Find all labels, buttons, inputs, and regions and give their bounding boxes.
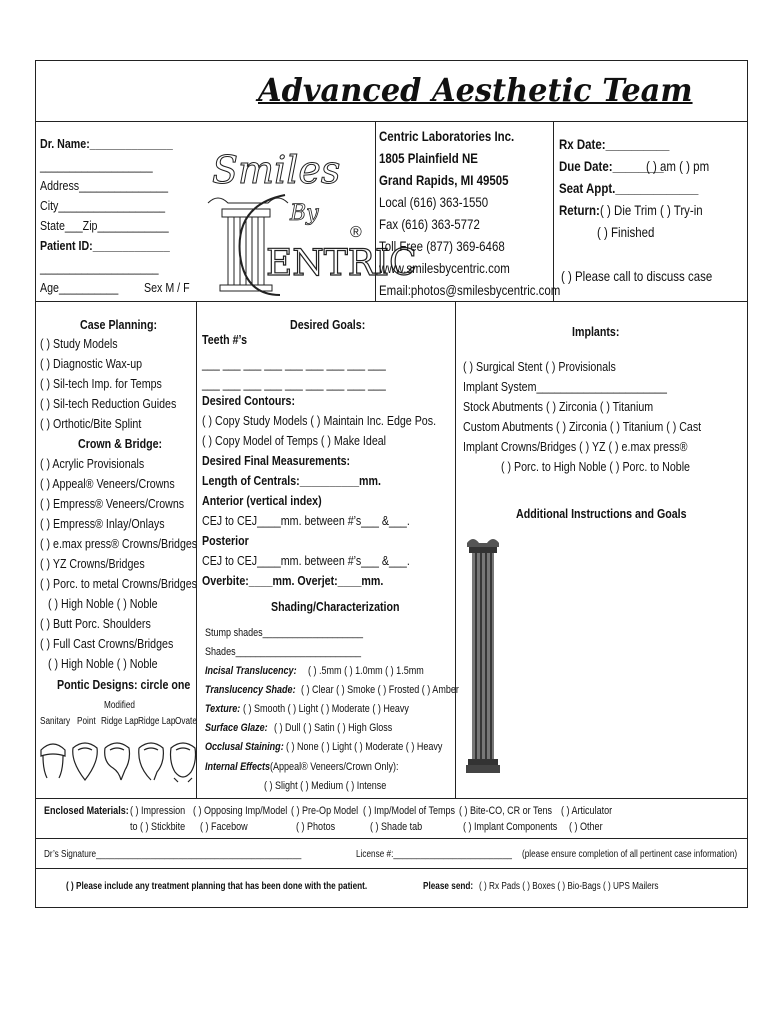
crown-item[interactable]: ( ) Porc. to metal Crowns/Bridges (40, 576, 197, 591)
incisal-translucency-label: Incisal Translucency: (205, 665, 297, 677)
modified-label: Modified (104, 700, 136, 711)
surface-glaze-label: Surface Glaze: (205, 722, 268, 734)
divider (35, 121, 748, 122)
crown-item[interactable]: ( ) High Noble ( ) Noble (48, 596, 158, 611)
lab-name: Centric Laboratories Inc. (379, 128, 515, 144)
age-field[interactable]: Age__________ (40, 280, 119, 295)
crown-item[interactable]: ( ) Empress® Veneers/Crowns (40, 496, 185, 511)
implant-crowns-options[interactable]: Implant Crowns/Bridges ( ) YZ ( ) e.max press® (463, 439, 688, 454)
enclosed-option[interactable]: ( ) Impression (130, 805, 186, 817)
teeth-number-line[interactable]: ___ ___ ___ ___ ___ ___ ___ ___ ___ (202, 356, 386, 371)
lab-local-phone: Local (616) 363-1550 (379, 194, 489, 210)
shading-heading: Shading/Characterization (271, 599, 400, 614)
stock-abutments-options[interactable]: Stock Abutments ( ) Zirconia ( ) Titanium (463, 399, 654, 414)
lab-email-link[interactable]: Email:photos@smilesbycentric.com (379, 282, 561, 298)
overbite-overjet-field[interactable]: Overbite:____mm. Overjet:____mm. (202, 573, 384, 588)
dr-name-field[interactable]: Dr. Name:______________ (40, 136, 173, 151)
sex-field[interactable]: Sex M / F (144, 280, 190, 295)
divider (455, 301, 456, 798)
crown-item[interactable]: ( ) Acrylic Provisionals (40, 456, 145, 471)
porcelain-options[interactable]: ( ) Porc. to High Noble ( ) Porc. to Noble (501, 459, 690, 474)
crown-item[interactable]: ( ) Butt Porc. Shoulders (40, 616, 151, 631)
logo-centric-text: ENTRIC (266, 243, 417, 284)
lab-website-link[interactable]: www.smilesbycentric.com (379, 260, 510, 276)
return-label: Return: (559, 202, 600, 218)
pontic-label-ridge-lap: Ridge Lap (138, 716, 176, 727)
divider (35, 301, 748, 302)
treatment-planning-checkbox[interactable]: ( ) Please include any treatment planning that has been done with the patient. (66, 881, 368, 892)
please-send-options[interactable]: ( ) Rx Pads ( ) Boxes ( ) Bio-Bags ( ) UPS Mailers (479, 881, 659, 892)
anterior-label: Anterior (vertical index) (202, 493, 322, 508)
greek-column-icon (465, 535, 501, 775)
implants-heading: Implants: (572, 324, 620, 339)
lab-street: 1805 Plainfield NE (379, 150, 478, 166)
implant-system-field[interactable]: Implant System______________________ (463, 379, 667, 394)
finished-checkbox[interactable]: ( ) Finished (597, 224, 655, 240)
page-title: Advanced Aesthetic Team (258, 71, 693, 109)
pontic-modified-ridge-lap-icon[interactable] (102, 738, 132, 784)
case-planning-item[interactable]: ( ) Study Models (40, 336, 118, 351)
occlusal-staining-options[interactable]: ( ) None ( ) Light ( ) Moderate ( ) Heavy (286, 741, 443, 753)
crown-item[interactable]: ( ) Full Cast Crowns/Bridges (40, 636, 174, 651)
logo-by-text: By (290, 201, 319, 226)
teeth-label: Teeth #’s (202, 332, 248, 347)
signature-field[interactable]: Dr’s Signature_____________________________________________ (44, 849, 302, 860)
contours-heading: Desired Contours: (202, 393, 295, 408)
lab-tollfree: Toll Free (877) 369-6468 (379, 238, 505, 254)
pontic-label-point: Point (77, 716, 96, 727)
contour-options[interactable]: ( ) Copy Study Models ( ) Maintain Inc. Edge Pos. (202, 413, 437, 428)
due-ampm-checkboxes[interactable]: ( ) am ( ) pm (646, 158, 710, 174)
divider (35, 868, 748, 869)
pontic-ovate-icon[interactable] (168, 738, 198, 784)
divider (35, 838, 748, 839)
custom-abutments-options[interactable]: Custom Abutments ( ) Zirconia ( ) Titanium ( ) Cast (463, 419, 702, 434)
case-planning-item[interactable]: ( ) Sil-tech Reduction Guides (40, 396, 177, 411)
crown-item[interactable]: ( ) YZ Crowns/Bridges (40, 556, 145, 571)
due-date-field[interactable]: Due Date:________ (559, 158, 664, 174)
enclosed-materials-label: Enclosed Materials: (44, 805, 129, 817)
divider (35, 798, 748, 799)
additional-instructions-heading: Additional Instructions and Goals (516, 506, 687, 521)
stump-shades-field[interactable]: Stump shades____________________ (205, 627, 363, 639)
city-field[interactable]: City__________________ (40, 198, 166, 213)
case-planning-item[interactable]: ( ) Sil-tech Imp. for Temps (40, 376, 162, 391)
completion-note: (please ensure completion of all pertinent case information) (522, 849, 738, 860)
pontic-label-sanitary: Sanitary (40, 716, 71, 727)
return-options[interactable]: ( ) Die Trim ( ) Try-in (600, 202, 703, 218)
case-planning-item[interactable]: ( ) Diagnostic Wax-up (40, 356, 143, 371)
case-planning-heading: Case Planning: (80, 317, 158, 332)
smiles-by-centric-logo (200, 125, 417, 300)
lab-fax: Fax (616) 363-5772 (379, 216, 480, 232)
translucency-shade-label: Translucency Shade: (205, 684, 296, 696)
internal-effects-options[interactable]: ( ) Slight ( ) Medium ( ) Intense (264, 780, 387, 792)
crown-item[interactable]: ( ) Appeal® Veneers/Crowns (40, 476, 175, 491)
teeth-number-line[interactable]: ___ ___ ___ ___ ___ ___ ___ ___ ___ (202, 376, 386, 391)
texture-label: Texture: (205, 703, 241, 715)
case-planning-item[interactable]: ( ) Orthotic/Bite Splint (40, 416, 142, 431)
enclosed-option[interactable]: ( ) Facebow (200, 821, 248, 833)
pontic-point-icon[interactable] (70, 738, 100, 784)
pontic-label-ridge-lap: Ridge Lap (101, 716, 139, 727)
enclosed-option[interactable]: to ( ) Stickbite (130, 821, 186, 833)
posterior-label: Posterior (202, 533, 249, 548)
enclosed-option[interactable]: ( ) Shade tab (370, 821, 423, 833)
implant-options[interactable]: ( ) Surgical Stent ( ) Provisionals (463, 359, 616, 374)
address-field[interactable]: Address_______________ (40, 178, 169, 193)
pontic-sanitary-icon[interactable] (38, 738, 68, 784)
call-to-discuss-checkbox[interactable]: ( ) Please call to discuss case (561, 268, 713, 284)
blank-line[interactable]: ____________________ (40, 260, 159, 275)
enclosed-option[interactable]: ( ) Articulator (561, 805, 613, 817)
measurements-heading: Desired Final Measurements: (202, 453, 351, 468)
divider (553, 121, 554, 301)
enclosed-option[interactable]: ( ) Opposing Imp/Model (193, 805, 288, 817)
pontic-label-ovate: Ovate (175, 716, 197, 727)
crown-item[interactable]: ( ) High Noble ( ) Noble (48, 656, 158, 671)
seat-appt-field[interactable]: Seat Appt._____________ (559, 180, 699, 196)
blank-line[interactable]: ___________________ (40, 158, 153, 173)
crown-item[interactable]: ( ) Empress® Inlay/Onlays (40, 516, 165, 531)
crown-item[interactable]: ( ) e.max press® Crowns/Bridges (40, 536, 198, 551)
enclosed-option[interactable]: ( ) Other (569, 821, 603, 833)
enclosed-option[interactable]: ( ) Pre-Op Model (291, 805, 359, 817)
internal-effects-note: (Appeal® Veneers/Crown Only): (270, 761, 399, 773)
pontic-heading: Pontic Designs: circle one (57, 677, 191, 692)
patient-id-field[interactable]: Patient ID:_____________ (40, 238, 170, 253)
cej-posterior-field[interactable]: CEJ to CEJ____mm. between #’s___ &___. (202, 553, 410, 568)
shades-field[interactable]: Shades_________________________ (205, 646, 362, 658)
surface-glaze-options[interactable]: ( ) Dull ( ) Satin ( ) High Gloss (274, 722, 393, 734)
translucency-shade-options[interactable]: ( ) Clear ( ) Smoke ( ) Frosted ( ) Amber (301, 684, 459, 696)
crown-bridge-heading: Crown & Bridge: (78, 436, 163, 451)
enclosed-option[interactable]: ( ) Implant Components (463, 821, 558, 833)
contour-options[interactable]: ( ) Copy Model of Temps ( ) Make Ideal (202, 433, 387, 448)
rx-date-field[interactable]: Rx Date:__________ (559, 136, 670, 152)
occlusal-staining-label: Occlusal Staining: (205, 741, 284, 753)
enclosed-option[interactable]: ( ) Photos (296, 821, 336, 833)
registered-mark: ® (350, 224, 362, 241)
length-centrals-field[interactable]: Length of Centrals:__________mm. (202, 473, 381, 488)
please-send-label: Please send: (423, 881, 474, 892)
texture-options[interactable]: ( ) Smooth ( ) Light ( ) Moderate ( ) Heavy (243, 703, 409, 715)
enclosed-option[interactable]: ( ) Bite-CO, CR or Tens (459, 805, 553, 817)
desired-goals-heading: Desired Goals: (290, 317, 366, 332)
incisal-translucency-options[interactable]: ( ) .5mm ( ) 1.0mm ( ) 1.5mm (308, 665, 424, 677)
license-field[interactable]: License #:__________________________ (356, 849, 512, 860)
internal-effects-label: Internal Effects (205, 761, 271, 773)
lab-city: Grand Rapids, MI 49505 (379, 172, 509, 188)
logo-smiles-text: Smiles (212, 148, 341, 192)
enclosed-option[interactable]: ( ) Imp/Model of Temps (363, 805, 456, 817)
pontic-ridge-lap-icon[interactable] (136, 738, 166, 784)
cej-anterior-field[interactable]: CEJ to CEJ____mm. between #’s___ &___. (202, 513, 410, 528)
state-zip-field[interactable]: State___Zip____________ (40, 218, 169, 233)
